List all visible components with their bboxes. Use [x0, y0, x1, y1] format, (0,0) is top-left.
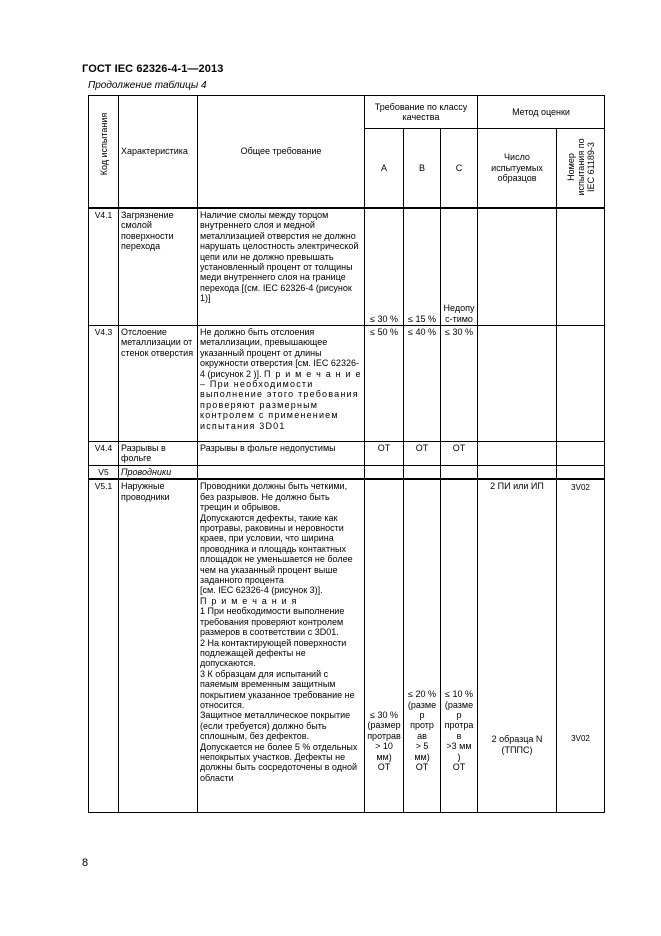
row-class-c: ОТ [441, 442, 478, 466]
row-note: П р и м е ч а н и е – При необходимости выполнение этого требования проверяют размерным контролем с применением испытания 3D01 [200, 368, 362, 431]
header-test-number [557, 129, 605, 209]
header-method-group: Метод оценки [478, 96, 605, 129]
row-notes-title: П р и м е ч а н и я [200, 595, 298, 606]
header-class-b: B [404, 129, 441, 209]
row-samples [478, 208, 557, 326]
row-class-b: ОТ [404, 442, 441, 466]
row-general: Разрывы в фольге недопустимы [198, 442, 365, 466]
header-general: Общее требование [198, 96, 365, 209]
row-test-2: 3V02 [571, 734, 590, 744]
row-general: Наличие смолы между торцом внутреннего слоя и медной металлизацией отверстия не должно нарушать целостность электрической цепи или не должно превышать установленный процент от толщины меди внутреннего слоя на границе перехода [(см. IEC 62326-4 (рисунок 1)] [198, 208, 365, 326]
row-class-c: Недопу с-тимо [441, 208, 478, 326]
row-note-1: 1 При необходимости выполнение требования проверяют контролем размеров в соответствии с 3D01. [200, 606, 345, 638]
document-header: ГОСТ IEC 62326-4-1—2013 [82, 63, 224, 75]
row-test [557, 326, 605, 442]
row-class-a [365, 466, 404, 480]
header-row-1 [89, 96, 605, 129]
row-test-1: 3V02 [571, 483, 590, 493]
row-general [198, 466, 365, 480]
row-test [557, 479, 605, 813]
row-test [557, 466, 605, 480]
row-code: V5 [89, 466, 119, 480]
row-general [198, 326, 365, 442]
row-general-p1: Проводники должны быть четкими, без разрывов. Не должно быть трещин и обрывов. [200, 481, 348, 513]
row-general-p2: Допускаются дефекты, такие как протравы, раковины и неровности краев, при условии, что ширина проводника и площадь контактных площадок не уменьшается не более чем на указанный процент выше заданного процента [200, 512, 353, 586]
header-samples: Число испытуемых образцов [478, 129, 557, 209]
row-general [198, 479, 365, 813]
row-code: V4.1 [89, 208, 119, 326]
row-class-a [365, 479, 404, 813]
row-code: V5.1 [89, 479, 119, 813]
row-samples [478, 442, 557, 466]
header-code [89, 96, 119, 209]
row-code: V4.3 [89, 326, 119, 442]
page-number: 8 [82, 857, 89, 869]
header-characteristic: Характеристика [119, 96, 198, 209]
row-class-b [404, 466, 441, 480]
row-characteristic: Загрязнение смолой поверхности перехода [119, 208, 198, 326]
row-test [557, 442, 605, 466]
row-samples [478, 466, 557, 480]
table-row [89, 326, 605, 442]
row-note-2: 2 На контактирующей поверхности подлежащей дефекты не допускаются. [200, 637, 347, 669]
header-quality-group: Требование по классу качества [365, 96, 478, 129]
row-samples-1: 2 ПИ или ИП [490, 481, 544, 492]
table-row [89, 442, 605, 466]
table-row [89, 466, 605, 480]
row-class-c: ≤ 30 % [441, 326, 478, 442]
row-samples [478, 479, 557, 813]
row-class-a: ≤ 50 % [365, 326, 404, 442]
row-class-a: ≤ 30 % [365, 208, 404, 326]
row-class-c [441, 479, 478, 813]
header-code-label: Код испытания [98, 112, 109, 176]
row-test [557, 208, 605, 326]
header-class-c: C [441, 129, 478, 209]
row-class-a: ОТ [365, 442, 404, 466]
row-note-3: 3 К образцам для испытаний с паяемым временным защитным покрытием указанное требование не относится. [200, 668, 355, 710]
row-class-b-value: ≤ 20 % (разме р протр ав > 5 мм) ОТ [407, 689, 437, 772]
table-row [89, 479, 605, 813]
row-class-a-value: ≤ 30 % (размер протрав > 10 мм) ОТ [367, 709, 401, 772]
row-general-p3: [см. IEC 62326-4 (рисунок 3)]. [200, 585, 323, 596]
table-caption: Продолжение таблицы 4 [88, 80, 207, 91]
row-general-p4: Защитное металлическое покрытие (если требуется) должно быть сплошным, без дефектов. Допускается не более 5 % отдельных непокрытых участков. Дефекты не должны быть сосредоточены в одной области [200, 710, 358, 783]
row-class-b: ≤ 40 % [404, 326, 441, 442]
row-samples-2: 2 образца N (ТППС) [491, 734, 543, 755]
row-characteristic: Отслоение металлизации от стенок отверстия [119, 326, 198, 442]
row-general-text: Не должно быть отслоения металлизации, превышающее указанный процент от длины окружности отверстия [см. IEC 62326-4 (рисунок 2 )]. [200, 327, 359, 379]
header-test-number-label: Номер испытания по IEC 61189-3 [565, 138, 596, 196]
header-class-a: A [365, 129, 404, 209]
table-row [89, 208, 605, 326]
row-characteristic: Наружные проводники [119, 479, 198, 813]
row-class-b: ≤ 15 % [404, 208, 441, 326]
row-characteristic: Разрывы в фольге [119, 442, 198, 466]
row-class-b [404, 479, 441, 813]
row-class-c [441, 466, 478, 480]
row-code: V4.4 [89, 442, 119, 466]
row-characteristic: Проводники [119, 466, 198, 480]
requirements-table [88, 95, 605, 813]
row-class-c-value: ≤ 10 % (разме р протра в >3 мм ) ОТ [444, 689, 474, 772]
row-samples [478, 326, 557, 442]
